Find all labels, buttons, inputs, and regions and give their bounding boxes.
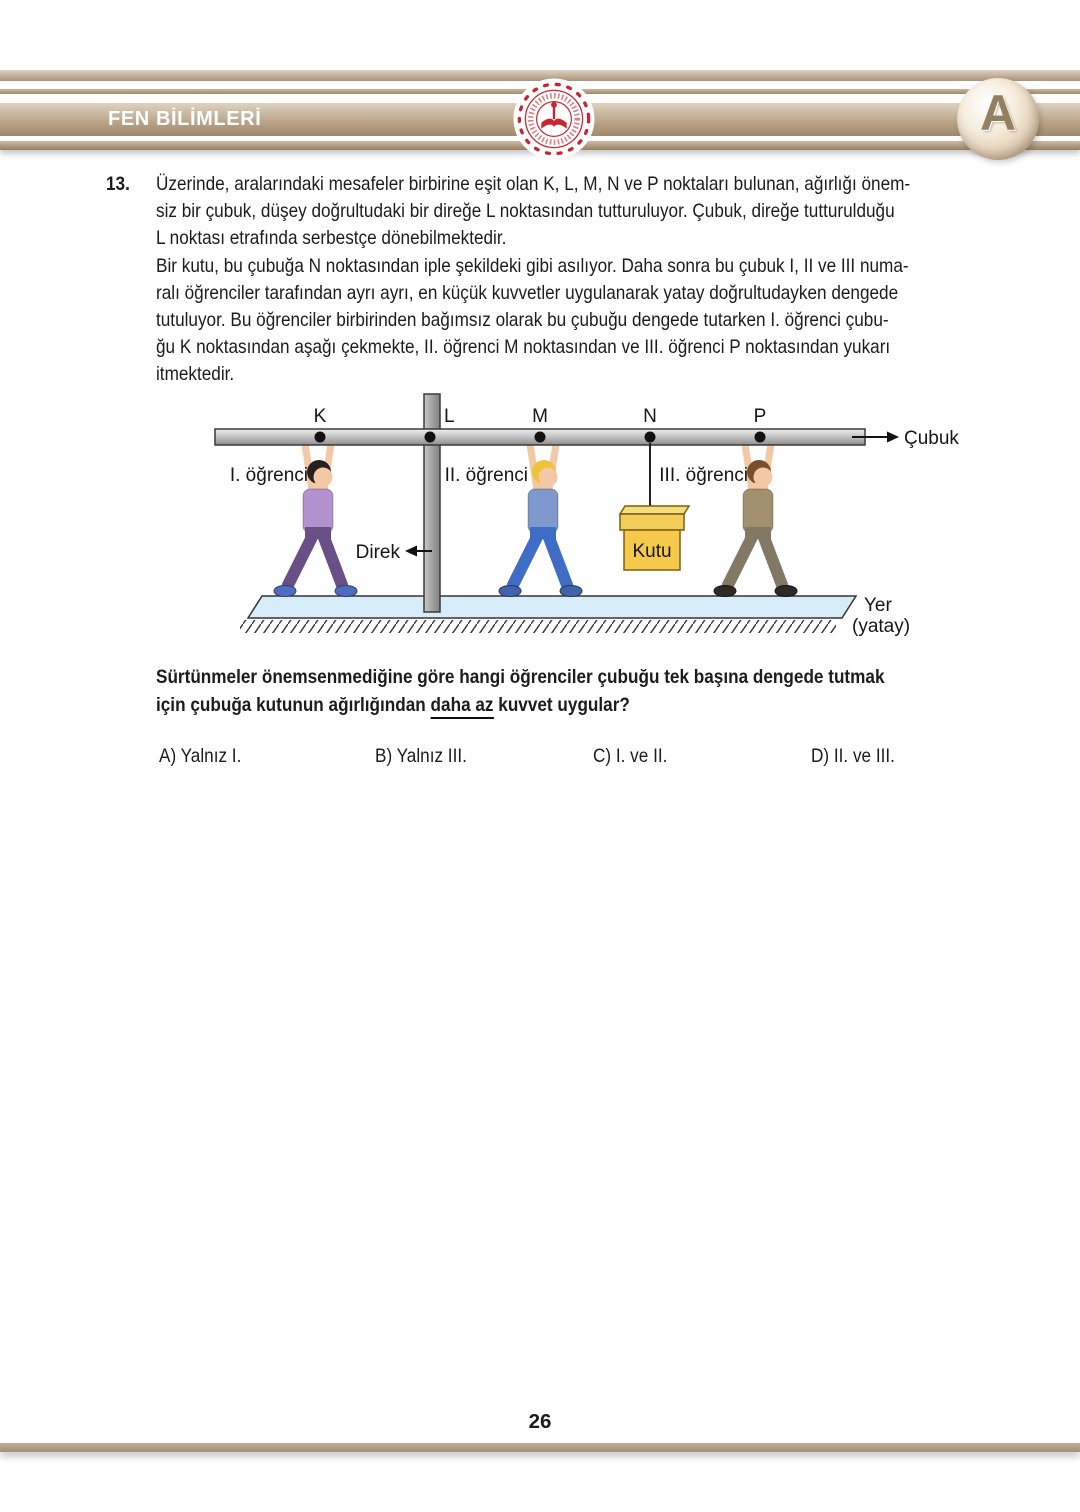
physics-diagram (0, 385, 1080, 650)
option-d: D) II. ve III. (811, 745, 895, 767)
question-number: 13. (106, 173, 130, 195)
ground-platform (248, 596, 856, 618)
student-label-3: III. öğrenci (659, 465, 748, 486)
point-label-p: P (753, 406, 767, 427)
point-label-n: N (643, 406, 657, 427)
prompt-line-2-pre: için çubuğa kutunun ağırlığından (156, 694, 431, 716)
ground-hatching (240, 620, 836, 633)
prompt-line-1: Sürtünmeler önemsenmediğine göre hangi öğrenciler çubuğu tek başına dengede tutmak (156, 666, 885, 688)
prompt-line-2-post: kuvvet uygular? (493, 694, 630, 716)
pole-label: Direk (355, 542, 400, 563)
prompt-underlined-phrase: daha az (431, 694, 494, 719)
question-text-line: Üzerinde, aralarındaki mesafeler birbirine eşit olan K, L, M, N ve P noktaları bulunan, ağırlığı önem- (156, 173, 911, 195)
box (620, 506, 689, 570)
booklet-letter: A (979, 85, 1017, 141)
subject-title: FEN BİLİMLERİ (108, 108, 262, 130)
rod-label: Çubuk (904, 428, 959, 449)
question-text-line: ğu K noktasından aşağı çekmekte, II. öğrenci M noktasından ve III. öğrenci P noktasından yukarı (156, 336, 891, 358)
ground-label-1: Yer (864, 595, 892, 616)
point-label-m: M (532, 406, 548, 427)
footer-bar (0, 1443, 1080, 1452)
prompt-line-2 (156, 694, 630, 716)
question-text-line: siz bir çubuk, düşey doğrultudaki bir direğe L noktasından tutturuluyor. Çubuk, direğe tutturulduğu (156, 200, 895, 222)
box-label: Kutu (632, 541, 672, 562)
page-number: 26 (528, 1410, 552, 1433)
option-b: B) Yalnız III. (375, 745, 467, 767)
ground-label-2: (yatay) (852, 616, 911, 637)
question-text-line: L noktası etrafında serbestçe dönebilmektedir. (156, 227, 507, 249)
point-label-k: K (313, 406, 327, 427)
student-label-2: II. öğrenci (444, 465, 528, 486)
option-a: A) Yalnız I. (159, 745, 242, 767)
question-text-line: itmektedir. (156, 363, 235, 385)
meb-emblem-icon (513, 78, 595, 160)
pole (424, 394, 440, 612)
question-text-line: tutuluyor. Bu öğrenciler birbirinden bağımsız olarak bu çubuğu dengede tutarken I. öğrenci çubu- (156, 309, 889, 331)
meb-logo (513, 78, 595, 160)
question-text-line: Bir kutu, bu çubuğa N noktasından iple şekildeki gibi asılıyor. Daha sonra bu çubuk I, II ve III numa- (156, 255, 909, 277)
option-c: C) I. ve II. (593, 745, 668, 767)
booklet-badge (957, 78, 1039, 160)
student-label-1: I. öğrenci (229, 465, 308, 486)
question-text-line: ralı öğrenciler tarafından ayrı ayrı, en küçük kuvvetler uygulanarak yatay doğrultudayken dengede (156, 282, 899, 304)
point-label-l: L (444, 406, 455, 427)
